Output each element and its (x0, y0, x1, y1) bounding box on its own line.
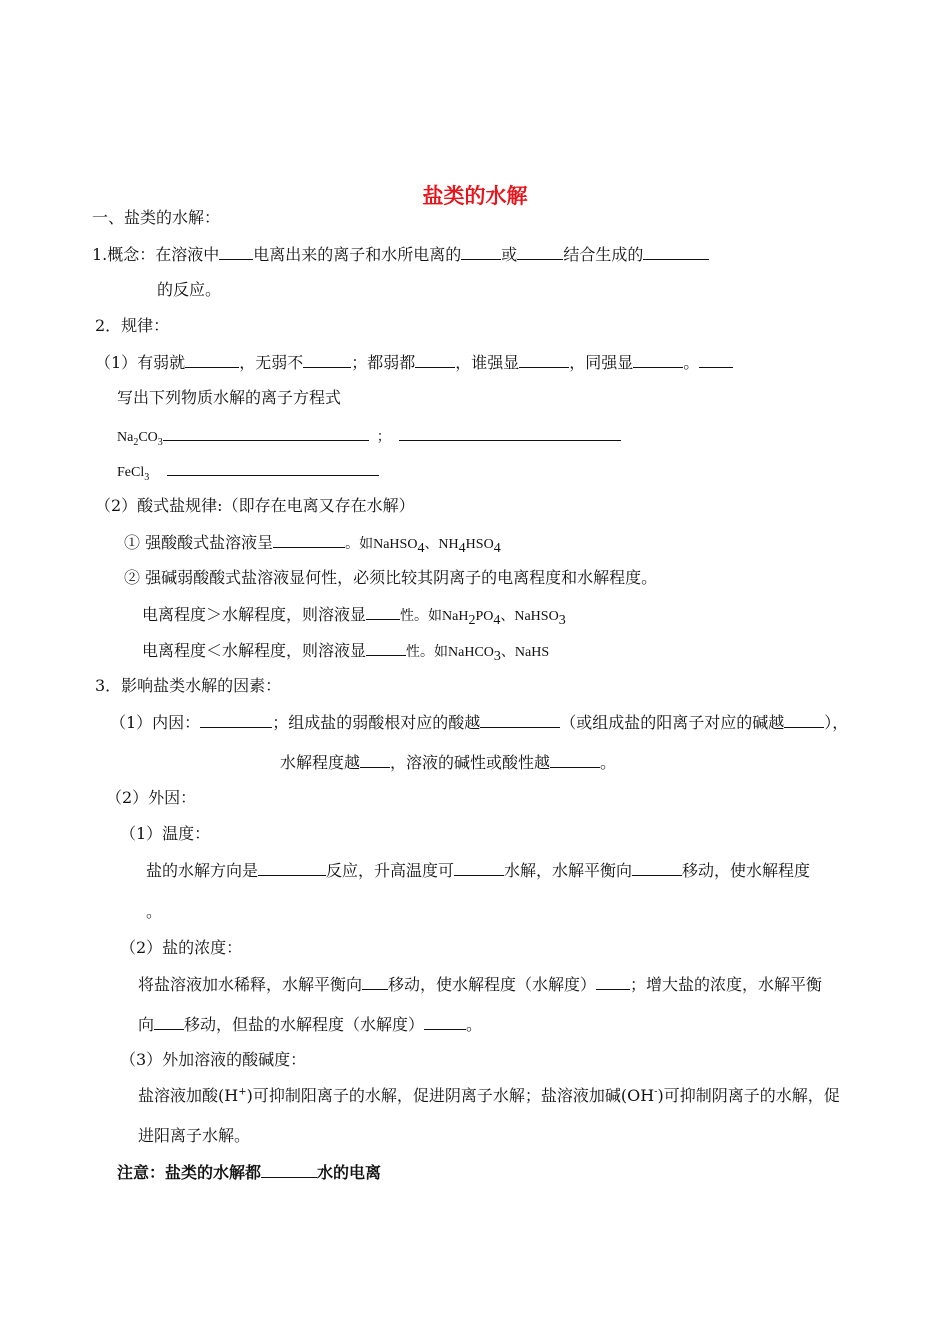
blank-field[interactable] (699, 351, 733, 368)
blank-field[interactable] (784, 711, 824, 728)
rule-text: （或组成盐的阳离子对应的碱越 (560, 713, 785, 732)
acid-base-line (138, 1085, 840, 1107)
formula-text: 。如NaHSO (345, 537, 418, 552)
internal-factor-line (110, 711, 848, 734)
blank-field[interactable] (261, 1161, 317, 1178)
subscript: 3 (144, 471, 150, 483)
rule-text: 盐的水解方向是 (146, 861, 259, 880)
subscript: 3 (493, 649, 501, 665)
separator: ； (376, 430, 391, 445)
formula-text: Na (117, 430, 134, 445)
rule-text: （1）有弱就 (95, 353, 186, 372)
blank-field[interactable] (219, 243, 253, 260)
rule-text: 电离程度＞水解程度，则溶液显 (142, 605, 367, 624)
blank-field[interactable] (366, 603, 400, 620)
subscript: 4 (458, 541, 466, 557)
note-text: 水的电离 (317, 1163, 382, 1182)
rule-text: 向 (138, 1015, 155, 1034)
rule-1-line (95, 351, 733, 374)
concept-text: 结合生成的 (563, 245, 644, 264)
ionization-greater-line (142, 603, 566, 628)
blank-field[interactable] (480, 711, 560, 728)
blank-field[interactable] (303, 351, 351, 368)
temperature-cont: 。 (146, 902, 163, 921)
rule-text: 移动，使水解程度 (682, 861, 811, 880)
concentration-line (138, 973, 822, 996)
rule-text: ，谁强显 (455, 353, 520, 372)
factors-heading: 3．影响盐类水解的因素： (95, 676, 282, 695)
acid-rule-1 (124, 531, 501, 556)
acid-base-heading: （3）外加溶液的酸碱度： (120, 1050, 307, 1069)
blank-field[interactable] (596, 973, 630, 990)
concentration-cont (138, 1013, 482, 1036)
rule-text: 。 (600, 753, 617, 772)
blank-field[interactable] (517, 243, 563, 260)
blank-field[interactable] (399, 424, 621, 441)
blank-field[interactable] (163, 424, 369, 441)
temperature-heading: （1）温度： (120, 824, 211, 843)
blank-field[interactable] (167, 459, 379, 476)
blank-field[interactable] (185, 351, 239, 368)
temperature-line (146, 859, 810, 882)
rule-text: 电离程度＜水解程度，则溶液显 (142, 641, 367, 660)
ionization-less-line (142, 639, 549, 664)
concept-text: 电离出来的离子和水所电离的 (253, 245, 462, 264)
blank-field[interactable] (643, 243, 709, 260)
subscript: 3 (558, 613, 566, 629)
rule-text: ；都弱都 (351, 353, 416, 372)
concentration-heading: （2）盐的浓度： (120, 938, 243, 957)
acid-rule-2: ② 强碱弱酸酸式盐溶液显何性，必须比较其阴离子的电离程度和水解程度。 (124, 568, 658, 587)
subscript: 4 (417, 541, 425, 557)
concept-label: 1.概念：在溶液中 (92, 245, 220, 264)
rule-text: 水解程度越 (280, 753, 361, 772)
rule-text: 移动，但盐的水解程度（水解度） (184, 1015, 425, 1034)
rule-text: 。 (683, 353, 700, 372)
rule-text: 移动，使水解程度（水解度） (388, 975, 597, 994)
rule-text: ；组成盐的弱酸根对应的酸越 (272, 713, 481, 732)
subscript: 2 (133, 436, 139, 448)
rule-text: （1）内因： (110, 713, 201, 732)
rule-text: ，无弱不 (239, 353, 304, 372)
rule-text: 。 (466, 1015, 483, 1034)
formula-text: CO (138, 430, 158, 445)
blank-field[interactable] (366, 639, 406, 656)
rule-text: 反应，升高温度可 (326, 861, 455, 880)
blank-field[interactable] (550, 751, 600, 768)
blank-field[interactable] (424, 1013, 466, 1030)
rule-text: 将盐溶液加水稀释，水解平衡向 (138, 975, 363, 994)
blank-field[interactable] (633, 351, 683, 368)
blank-field[interactable] (461, 243, 501, 260)
blank-field[interactable] (519, 351, 569, 368)
page-title: 盐类的水解 (422, 184, 528, 208)
formula-text: 、NaHS (500, 645, 550, 660)
na2co3-line (117, 424, 621, 449)
rule-text: ；增大盐的浓度，水解平衡 (630, 975, 823, 994)
formula-text: 、NH (424, 537, 459, 552)
acid-base-cont: 进阳离子水解。 (138, 1126, 251, 1145)
rule-text: ① 强酸酸式盐溶液呈 (124, 533, 274, 552)
acid-salt-heading: （2）酸式盐规律:（即存在电离又存在水解） (95, 496, 415, 515)
superscript: - (654, 1086, 658, 1098)
note-text: 注意：盐类的水解都 (117, 1163, 262, 1182)
formula-text: 性。如NaH (400, 609, 469, 624)
blank-field[interactable] (360, 751, 390, 768)
blank-field[interactable] (454, 859, 504, 876)
blank-field[interactable] (200, 711, 272, 728)
blank-field[interactable] (273, 531, 345, 548)
blank-field[interactable] (258, 859, 326, 876)
formula-text: FeCl (117, 465, 145, 480)
external-heading: （2）外因： (106, 788, 197, 807)
blank-field[interactable] (154, 1013, 184, 1030)
blank-field[interactable] (362, 973, 388, 990)
formula-text: 性。如NaHCO (406, 645, 494, 660)
subscript: 4 (493, 541, 501, 557)
write-prompt: 写出下列物质水解的离子方程式 (117, 388, 342, 407)
section-heading-hydrolysis: 一、盐类的水解： (92, 208, 221, 227)
rule-text: )可抑制阴离子的水解，促 (657, 1086, 840, 1105)
formula-text: HSO (465, 537, 494, 552)
rule-text: 水解，水解平衡向 (504, 861, 633, 880)
formula-text: 、NaHSO (500, 609, 559, 624)
internal-factor-cont (280, 751, 616, 774)
blank-field[interactable] (415, 351, 455, 368)
subscript: 2 (468, 613, 476, 629)
note-line (117, 1161, 381, 1184)
formula-text: PO (475, 609, 494, 624)
concept-line (92, 243, 709, 266)
blank-field[interactable] (632, 859, 682, 876)
rule-text: ，溶液的碱性或酸性越 (390, 753, 551, 772)
rule-text: 盐溶液加酸(H (138, 1086, 239, 1105)
rule-text: )可抑制阳离子的水解，促进阴离子水解；盐溶液加碱(OH (246, 1086, 655, 1105)
superscript: + (238, 1086, 247, 1098)
rules-heading: 2．规律： (95, 316, 170, 335)
rule-text: ）， (824, 713, 849, 732)
subscript: 4 (493, 613, 501, 629)
fecl3-line (117, 459, 379, 484)
rule-text: ，同强显 (569, 353, 634, 372)
concept-continuation: 的反应。 (157, 280, 222, 299)
subscript: 3 (157, 436, 163, 448)
concept-text: 或 (501, 245, 518, 264)
